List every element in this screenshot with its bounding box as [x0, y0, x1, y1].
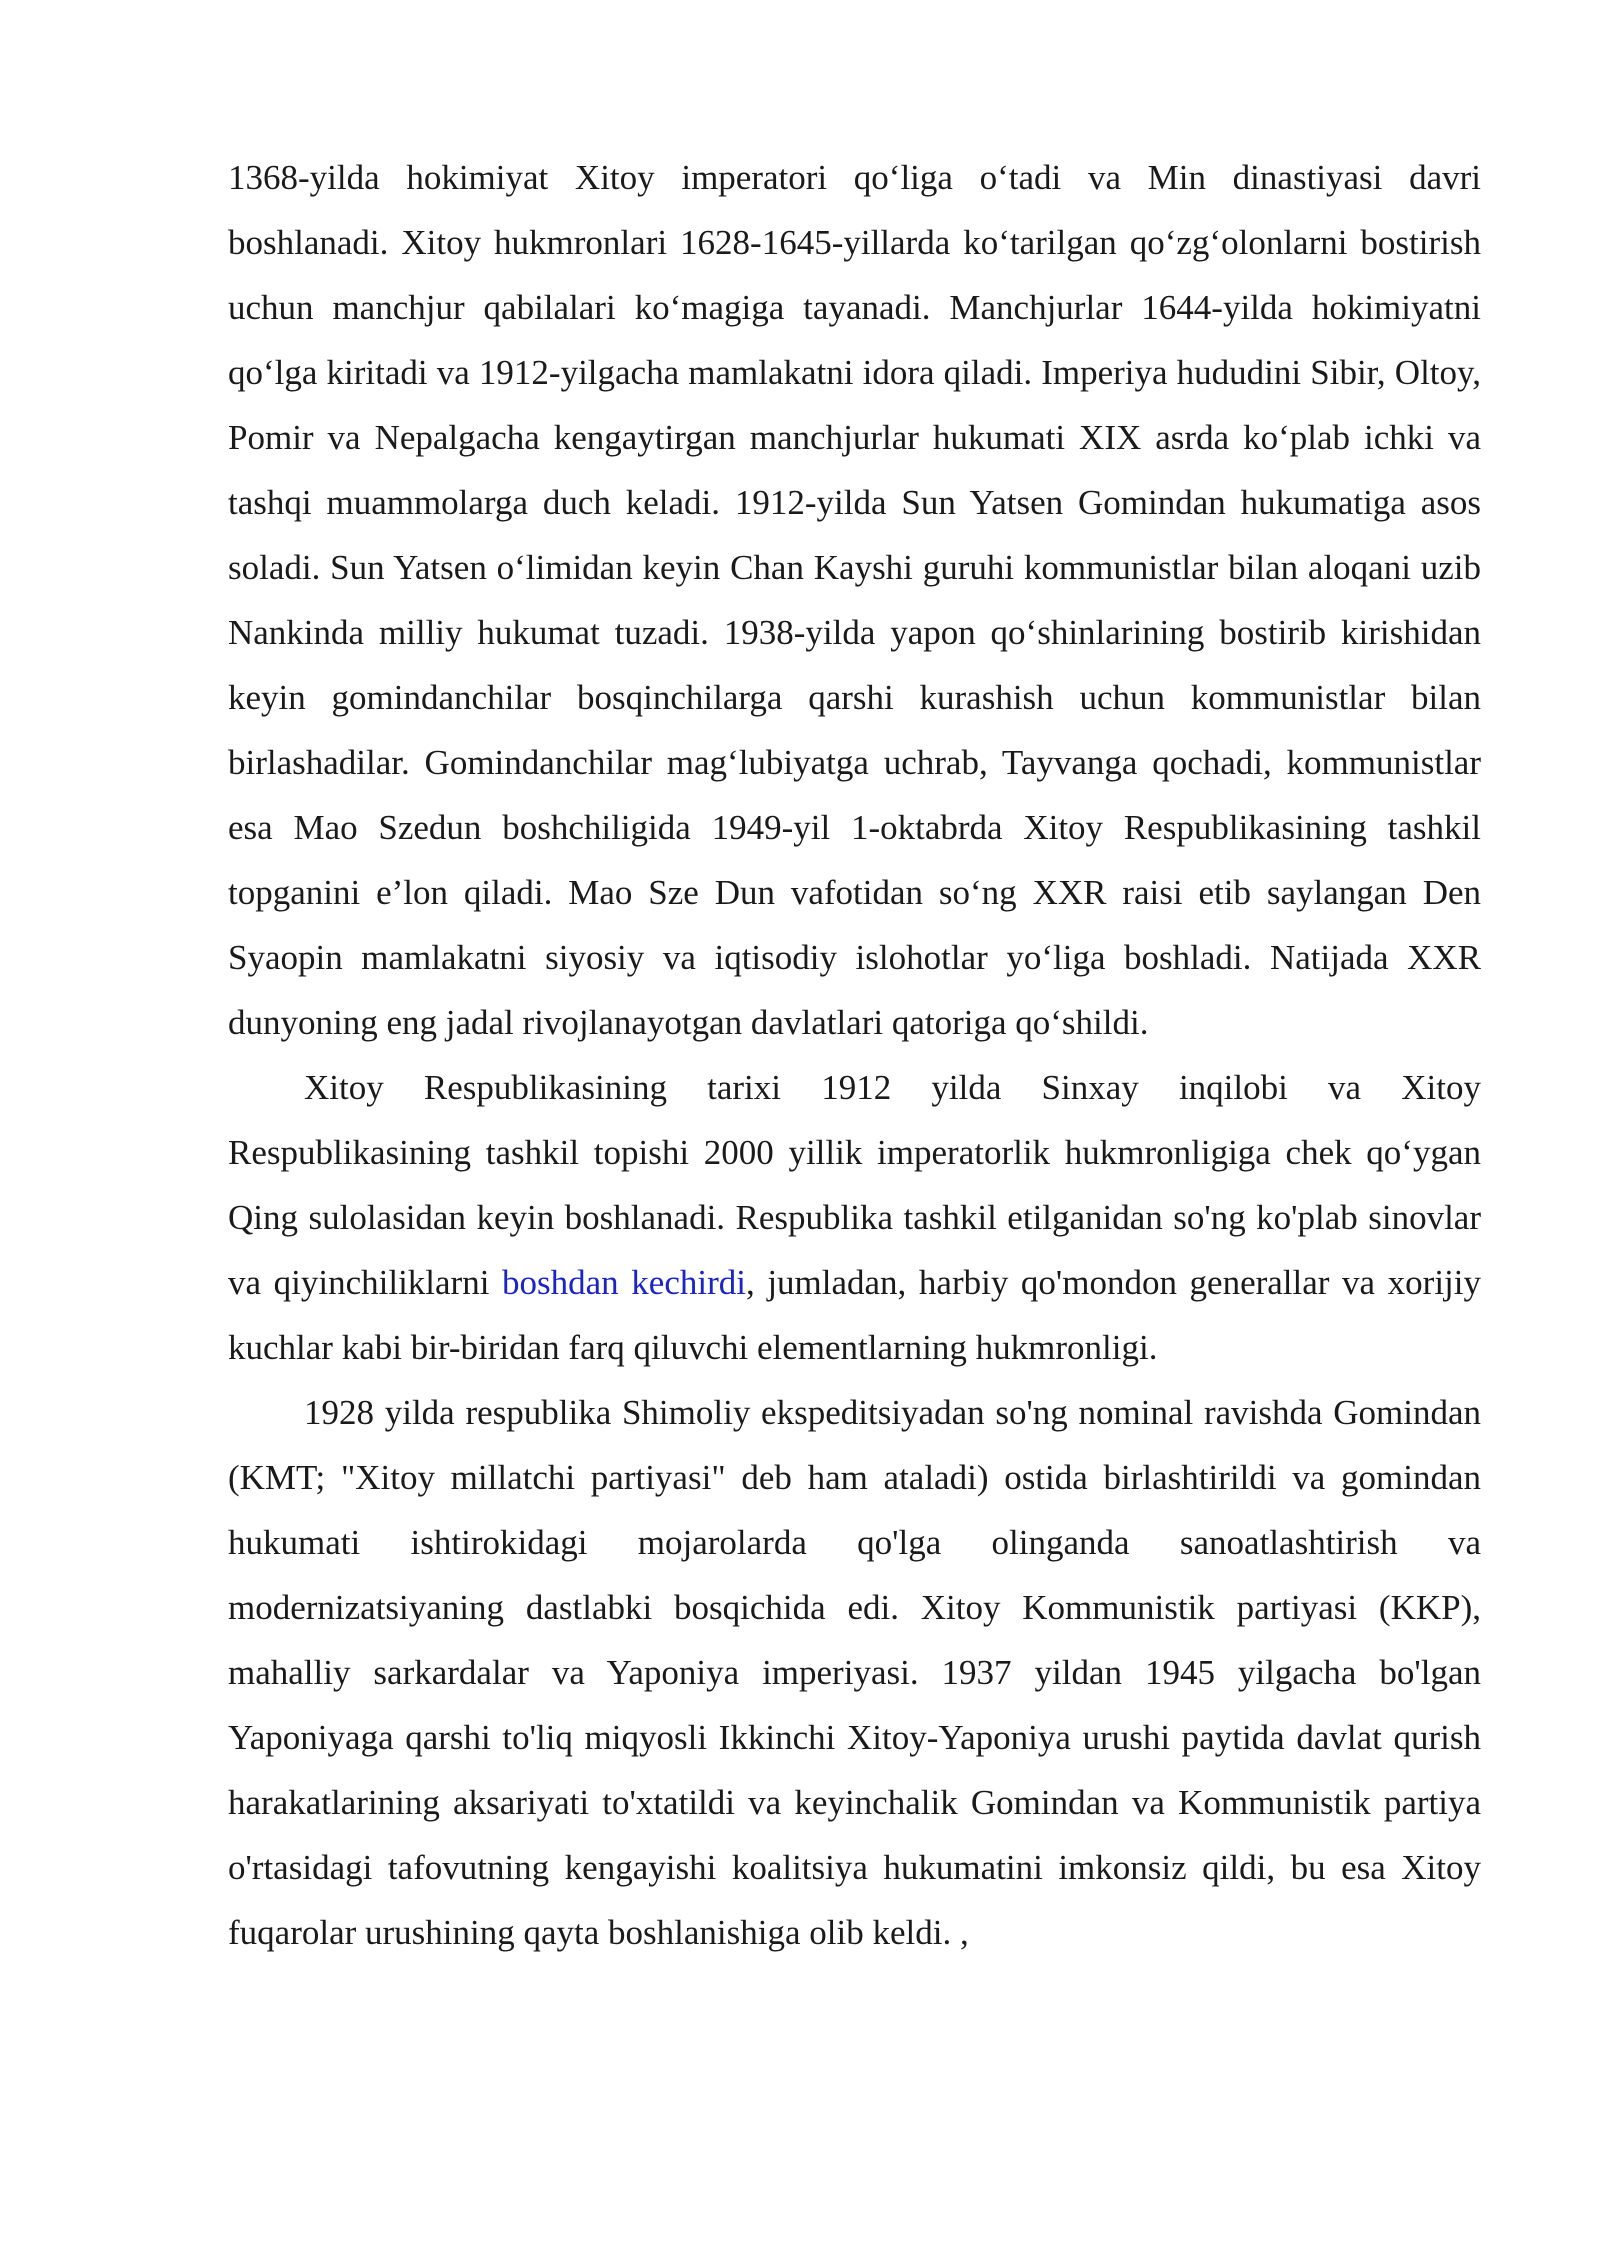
paragraph-1: 1368-yilda hokimiyat Xitoy imperatori qo‘liga o‘tadi va Min dinastiyasi davri boshlanadi. Xitoy hukmronlari 1628-1645-yillarda ko‘tarilgan qo‘zg‘olonlarni bostirish uchun manchjur qabilalari ko‘magiga tayanadi. Manchjurlar 1644-yilda hokimiyatni qo‘lga kiritadi va 1912-yilgacha mamlakatni idora qiladi. Imperiya hududini Sibir, Oltoy, Pomir va Nepalgacha kengaytirgan manchjurlar hukumati XIX asrda ko‘plab ichki va tashqi muammolarga duch keladi. 1912-yilda Sun Yatsen Gomindan hukumatiga asos soladi. Sun Yatsen o‘limidan keyin Chan Kayshi guruhi kommunistlar bilan aloqani uzib Nankinda milliy hukumat tuzadi. 1938-yilda yapon qo‘shinlarining bostirib kirishidan keyin gomindanchilar bosqinchilarga qarshi kurashish uchun kommunistlar bilan birlashadilar. Gomindanchilar mag‘lubiyatga uchrab, Tayvanga qochadi, kommunistlar esa Mao Szedun boshchiligida 1949-yil 1-oktabrda Xitoy Respublikasining tashkil topganini e’lon qiladi. Mao Sze Dun vafotidan so‘ng XXR raisi etib saylangan Den Syaopin mamlakatni siyosiy va iqtisodiy islohotlar yo‘liga boshladi. Natijada XXR dunyoning eng jadal rivojlanayotgan davlatlari qatoriga qo‘shildi.: [228, 158, 1481, 1042]
boshdan-kechirdi-link[interactable]: boshdan kechirdi: [502, 1263, 746, 1302]
paragraph-2: [228, 1055, 1481, 1380]
document-body: [228, 145, 1481, 1965]
paragraph-3: 1928 yilda respublika Shimoliy ekspeditsiyadan so'ng nominal ravishda Gomindan (KMT; "Xitoy millatchi partiyasi" deb ham ataladi) ostida birlashtirildi va gomindan hukumati ishtirokidagi mojarolarda qo'lga olinganda sanoatlashtirish va modernizatsiyaning dastlabki bosqichida edi. Xitoy Kommunistik partiyasi (KKP), mahalliy sarkardalar va Yaponiya imperiyasi. 1937 yildan 1945 yilgacha bo'lgan Yaponiyaga qarshi to'liq miqyosli Ikkinchi Xitoy-Yaponiya urushi paytida davlat qurish harakatlarining aksariyati to'xtatildi va keyinchalik Gomindan va Kommunistik partiya o'rtasidagi tafovutning kengayishi koalitsiya hukumatini imkonsiz qildi, bu esa Xitoy fuqarolar urushining qayta boshlanishiga olib keldi. ,: [228, 1393, 1481, 1952]
paragraph-2-text-end: , jumladan, harbiy qo'mondon generallar va xorijiy kuchlar kabi bir-biridan farq qiluvchi elementlarning hukmronligi.: [228, 1263, 1482, 1367]
paragraph-2-text-start: Xitoy Respublikasining tarixi 1912 yilda Sinxay inqilobi va Xitoy Respublikasining tashkil topishi 2000 yillik imperatorlik hukmronligiga chek qo‘ygan Qing sulolasidan keyin boshlanadi. Respublika tashkil etilganidan so'ng ko'plab sinovlar va qiyinchiliklarni: [228, 1068, 1481, 1302]
